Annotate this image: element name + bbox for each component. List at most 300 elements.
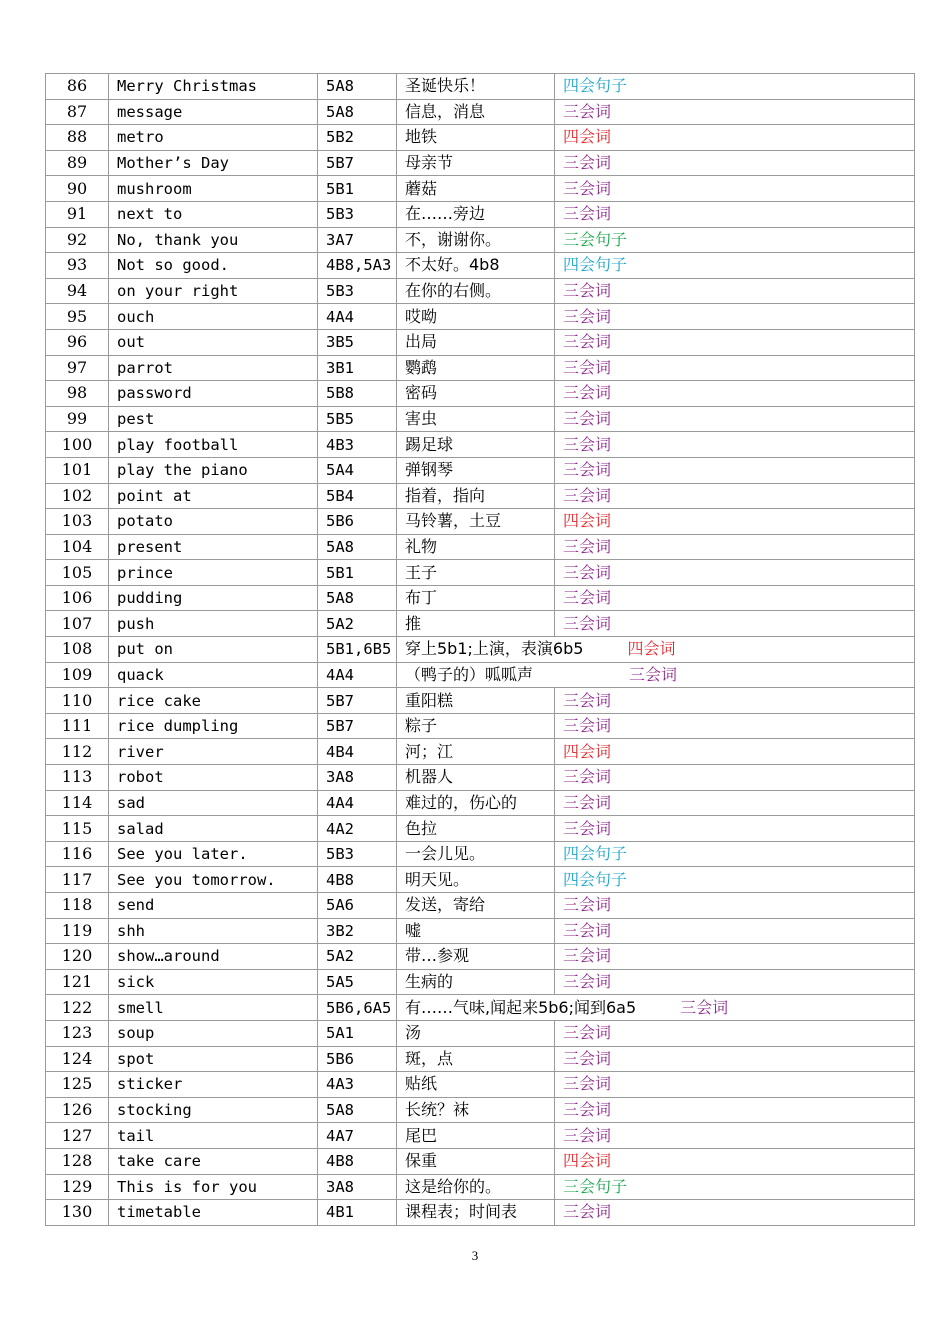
table-row [46,1148,915,1174]
row-number-cell: 130 [46,1200,109,1226]
row-number-cell: 86 [46,74,109,100]
level-label: 三会词 [563,562,612,582]
english-term-cell: sick [109,969,318,995]
unit-code-cell: 3A8 [318,1174,397,1200]
level-cell [555,304,915,330]
row-number-cell: 93 [46,253,109,279]
level-cell [555,176,915,202]
table-row [46,253,915,279]
chinese-meaning-cell: 母亲节 [397,150,555,176]
row-number-cell: 122 [46,995,109,1021]
chinese-meaning-cell: 长统？袜 [397,1097,555,1123]
english-term-cell: No, thank you [109,227,318,253]
unit-code-cell: 5B8 [318,381,397,407]
table-row [46,1097,915,1123]
row-number-cell: 94 [46,278,109,304]
row-number-cell: 114 [46,790,109,816]
chinese-meaning-cell: 贴纸 [397,1072,555,1098]
level-label: 三会词 [563,383,612,403]
english-term-cell: rice dumpling [109,713,318,739]
row-number-cell: 105 [46,560,109,586]
chinese-meaning-cell: 保重 [397,1148,555,1174]
table-row [46,662,915,688]
level-cell [555,585,915,611]
unit-code-cell: 5B3 [318,201,397,227]
level-label: 四会词 [563,127,612,147]
chinese-meaning-cell: 重阳糕 [397,688,555,714]
unit-code-cell: 4B8 [318,867,397,893]
table-row [46,483,915,509]
table-row [46,381,915,407]
row-number-cell: 118 [46,893,109,919]
table-row [46,457,915,483]
unit-code-cell: 3A7 [318,227,397,253]
english-term-cell: play football [109,432,318,458]
english-term-cell: salad [109,816,318,842]
row-number-cell: 101 [46,457,109,483]
row-number-cell: 115 [46,816,109,842]
english-term-cell: on your right [109,278,318,304]
level-label: 三会词 [563,281,612,301]
row-number-cell: 103 [46,509,109,535]
table-row [46,74,915,100]
table-row [46,150,915,176]
english-term-cell: rice cake [109,688,318,714]
level-cell [555,457,915,483]
level-cell [555,432,915,458]
chinese-meaning-cell: 河；江 [397,739,555,765]
chinese-meaning-cell: 粽子 [397,713,555,739]
unit-code-cell: 4B3 [318,432,397,458]
level-label: 三会词 [563,1125,612,1145]
level-label: 三会词 [563,1202,612,1222]
english-term-cell: spot [109,1046,318,1072]
chinese-meaning-cell: 指着，指向 [397,483,555,509]
level-label: 三会词 [629,664,678,684]
level-cell [555,918,915,944]
english-term-cell: Merry Christmas [109,74,318,100]
unit-code-cell: 5B7 [318,688,397,714]
level-label: 三会词 [563,536,612,556]
table-row [46,227,915,253]
unit-code-cell: 5B3 [318,841,397,867]
row-number-cell: 120 [46,944,109,970]
table-row [46,969,915,995]
chinese-meaning-cell: 课程表；时间表 [397,1200,555,1226]
english-term-cell: sad [109,790,318,816]
level-label: 三会词 [563,946,612,966]
level-cell [555,1020,915,1046]
english-term-cell: out [109,329,318,355]
chinese-meaning-cell: 害虫 [397,406,555,432]
level-cell [555,1148,915,1174]
table-row [46,841,915,867]
level-label: 三会词 [563,972,612,992]
level-cell [555,534,915,560]
chinese-meaning-cell: 出局 [397,329,555,355]
table-row [46,355,915,381]
english-term-cell: password [109,381,318,407]
unit-code-cell: 4A3 [318,1072,397,1098]
unit-code-cell: 5B1,6B5 [318,637,397,663]
level-label: 三会词 [563,792,612,812]
english-term-cell: metro [109,125,318,151]
english-term-cell: Not so good. [109,253,318,279]
row-number-cell: 125 [46,1072,109,1098]
chinese-meaning-text: 穿上5b1;上演，表演6b5 [405,639,584,659]
row-number-cell: 97 [46,355,109,381]
table-row [46,125,915,151]
unit-code-cell: 5A8 [318,74,397,100]
english-term-cell: stocking [109,1097,318,1123]
level-label: 三会词 [563,332,612,352]
chinese-meaning-cell: 地铁 [397,125,555,151]
level-label: 三会词 [563,588,612,608]
table-row [46,1200,915,1226]
chinese-meaning-cell: 在……旁边 [397,201,555,227]
english-term-cell: next to [109,201,318,227]
table-row [46,1046,915,1072]
english-term-cell: ouch [109,304,318,330]
table-row [46,739,915,765]
english-term-cell: tail [109,1123,318,1149]
row-number-cell: 91 [46,201,109,227]
level-label: 四会词 [627,639,676,659]
row-number-cell: 87 [46,99,109,125]
level-label: 四会句子 [563,76,628,96]
table-row [46,278,915,304]
unit-code-cell: 5B6 [318,509,397,535]
level-label: 三会词 [563,613,612,633]
level-cell [555,893,915,919]
unit-code-cell: 4B1 [318,1200,397,1226]
level-cell [555,816,915,842]
english-term-cell: pest [109,406,318,432]
row-number-cell: 110 [46,688,109,714]
row-number-cell: 107 [46,611,109,637]
unit-code-cell: 4B8 [318,1148,397,1174]
level-label: 三会句子 [563,229,628,249]
row-number-cell: 90 [46,176,109,202]
table-row [46,304,915,330]
table-row [46,509,915,535]
unit-code-cell: 4B4 [318,739,397,765]
merged-meaning-level-cell [397,637,915,663]
table-row [46,995,915,1021]
level-cell [555,739,915,765]
english-term-cell: See you later. [109,841,318,867]
level-label: 三会词 [563,460,612,480]
row-number-cell: 123 [46,1020,109,1046]
unit-code-cell: 3B1 [318,355,397,381]
english-term-cell: message [109,99,318,125]
english-term-cell: quack [109,662,318,688]
unit-code-cell: 4B8,5A3 [318,253,397,279]
level-cell [555,381,915,407]
unit-code-cell: 4A2 [318,816,397,842]
level-cell [555,969,915,995]
level-label: 三会句子 [563,1176,628,1196]
row-number-cell: 98 [46,381,109,407]
row-number-cell: 127 [46,1123,109,1149]
english-term-cell: play the piano [109,457,318,483]
level-cell [555,713,915,739]
level-label: 四会句子 [563,869,628,889]
level-cell [555,227,915,253]
chinese-meaning-cell: 明天见。 [397,867,555,893]
page-number: 3 [471,1248,479,1263]
english-term-cell: point at [109,483,318,509]
unit-code-cell: 4A4 [318,790,397,816]
english-term-cell: put on [109,637,318,663]
chinese-meaning-cell: 机器人 [397,765,555,791]
row-number-cell: 95 [46,304,109,330]
level-label: 四会词 [563,741,612,761]
chinese-meaning-cell: 王子 [397,560,555,586]
level-cell [555,99,915,125]
chinese-meaning-cell: 尾巴 [397,1123,555,1149]
table-row [46,1174,915,1200]
level-label: 三会词 [563,818,612,838]
unit-code-cell: 5B7 [318,713,397,739]
level-cell [555,611,915,637]
row-number-cell: 119 [46,918,109,944]
row-number-cell: 89 [46,150,109,176]
level-label: 四会句子 [563,255,628,275]
table-row [46,867,915,893]
unit-code-cell: 5A8 [318,1097,397,1123]
level-cell [555,1123,915,1149]
unit-code-cell: 5B7 [318,150,397,176]
row-number-cell: 129 [46,1174,109,1200]
table-row [46,637,915,663]
unit-code-cell: 5B6 [318,1046,397,1072]
chinese-meaning-cell: 难过的，伤心的 [397,790,555,816]
chinese-meaning-cell: 弹钢琴 [397,457,555,483]
chinese-meaning-cell: 汤 [397,1020,555,1046]
level-cell [555,790,915,816]
table-row [46,893,915,919]
level-cell [555,867,915,893]
unit-code-cell: 5B2 [318,125,397,151]
row-number-cell: 121 [46,969,109,995]
english-term-cell: parrot [109,355,318,381]
chinese-meaning-cell: 嘘 [397,918,555,944]
unit-code-cell: 5B6,6A5 [318,995,397,1021]
level-cell [555,560,915,586]
row-number-cell: 116 [46,841,109,867]
unit-code-cell: 5A8 [318,99,397,125]
table-row [46,329,915,355]
table-row [46,585,915,611]
row-number-cell: 124 [46,1046,109,1072]
unit-code-cell: 4A7 [318,1123,397,1149]
level-cell [555,509,915,535]
english-term-cell: river [109,739,318,765]
row-number-cell: 113 [46,765,109,791]
chinese-meaning-cell: 推 [397,611,555,637]
row-number-cell: 99 [46,406,109,432]
level-cell [555,765,915,791]
unit-code-cell: 3A8 [318,765,397,791]
row-number-cell: 106 [46,585,109,611]
chinese-meaning-cell: 发送，寄给 [397,893,555,919]
level-label: 三会词 [563,485,612,505]
chinese-meaning-cell: 密码 [397,381,555,407]
chinese-meaning-cell: 蘑菇 [397,176,555,202]
chinese-meaning-cell: 礼物 [397,534,555,560]
english-term-cell: soup [109,1020,318,1046]
level-cell [555,125,915,151]
level-label: 四会词 [563,1151,612,1171]
level-cell [555,329,915,355]
table-row [46,765,915,791]
unit-code-cell: 3B5 [318,329,397,355]
unit-code-cell: 5A8 [318,534,397,560]
unit-code-cell: 5B3 [318,278,397,304]
row-number-cell: 96 [46,329,109,355]
table-row [46,713,915,739]
merged-meaning-level-cell [397,995,915,1021]
vocabulary-table [45,73,915,1226]
table-row [46,432,915,458]
chinese-meaning-text: （鸭子的）呱呱声 [405,664,534,684]
table-row [46,406,915,432]
unit-code-cell: 5A8 [318,585,397,611]
level-cell [555,74,915,100]
level-cell [555,150,915,176]
english-term-cell: robot [109,765,318,791]
table-row [46,99,915,125]
english-term-cell: smell [109,995,318,1021]
unit-code-cell: 3B2 [318,918,397,944]
level-cell [555,1072,915,1098]
english-term-cell: take care [109,1148,318,1174]
level-cell [555,201,915,227]
chinese-meaning-cell: 不，谢谢你。 [397,227,555,253]
chinese-meaning-cell: 生病的 [397,969,555,995]
level-label: 三会词 [563,1023,612,1043]
level-label: 三会词 [563,434,612,454]
level-cell [555,483,915,509]
row-number-cell: 104 [46,534,109,560]
english-term-cell: show…around [109,944,318,970]
level-label: 四会句子 [563,844,628,864]
level-label: 三会词 [563,767,612,787]
level-label: 三会词 [680,997,729,1017]
level-cell [555,1097,915,1123]
english-term-cell: pudding [109,585,318,611]
row-number-cell: 108 [46,637,109,663]
chinese-meaning-cell: 圣诞快乐！ [397,74,555,100]
table-row [46,944,915,970]
merged-meaning-level-cell [397,662,915,688]
english-term-cell: sticker [109,1072,318,1098]
level-cell [555,1174,915,1200]
unit-code-cell: 5B1 [318,176,397,202]
english-term-cell: See you tomorrow. [109,867,318,893]
table-row [46,816,915,842]
english-term-cell: timetable [109,1200,318,1226]
table-row [46,688,915,714]
row-number-cell: 109 [46,662,109,688]
english-term-cell: shh [109,918,318,944]
table-row [46,790,915,816]
level-label: 三会词 [563,1100,612,1120]
chinese-meaning-cell: 一会儿见。 [397,841,555,867]
table-row [46,1072,915,1098]
level-label: 三会词 [563,920,612,940]
chinese-meaning-cell: 在你的右侧。 [397,278,555,304]
unit-code-cell: 5A2 [318,611,397,637]
row-number-cell: 128 [46,1148,109,1174]
chinese-meaning-cell: 哎呦 [397,304,555,330]
row-number-cell: 112 [46,739,109,765]
level-cell [555,1046,915,1072]
row-number-cell: 92 [46,227,109,253]
level-cell [555,688,915,714]
table-row [46,534,915,560]
table-row [46,176,915,202]
unit-code-cell: 4A4 [318,304,397,330]
row-number-cell: 100 [46,432,109,458]
chinese-meaning-cell: 带…参观 [397,944,555,970]
chinese-meaning-cell: 斑，点 [397,1046,555,1072]
level-cell [555,253,915,279]
table-row [46,201,915,227]
chinese-meaning-text: 有……气味,闻起来5b6;闻到6a5 [405,997,637,1017]
english-term-cell: prince [109,560,318,586]
chinese-meaning-cell: 色拉 [397,816,555,842]
chinese-meaning-cell: 信息，消息 [397,99,555,125]
table-row [46,1020,915,1046]
level-label: 四会词 [563,511,612,531]
chinese-meaning-cell: 踢足球 [397,432,555,458]
english-term-cell: send [109,893,318,919]
chinese-meaning-cell: 马铃薯，土豆 [397,509,555,535]
level-label: 三会词 [563,153,612,173]
chinese-meaning-cell: 鹦鹉 [397,355,555,381]
level-label: 三会词 [563,690,612,710]
unit-code-cell: 5A2 [318,944,397,970]
row-number-cell: 126 [46,1097,109,1123]
level-label: 三会词 [563,101,612,121]
level-label: 三会词 [563,1074,612,1094]
level-label: 三会词 [563,178,612,198]
unit-code-cell: 5B4 [318,483,397,509]
table-row [46,1123,915,1149]
level-cell [555,278,915,304]
level-cell [555,841,915,867]
unit-code-cell: 5A1 [318,1020,397,1046]
table-row [46,611,915,637]
english-term-cell: This is for you [109,1174,318,1200]
level-cell [555,1200,915,1226]
level-cell [555,355,915,381]
level-label: 三会词 [563,1048,612,1068]
english-term-cell: Mother’s Day [109,150,318,176]
level-cell [555,406,915,432]
english-term-cell: mushroom [109,176,318,202]
level-label: 三会词 [563,716,612,736]
vocabulary-table-body [46,74,915,1226]
unit-code-cell: 5A6 [318,893,397,919]
english-term-cell: push [109,611,318,637]
chinese-meaning-cell: 不太好。4b8 [397,253,555,279]
row-number-cell: 102 [46,483,109,509]
unit-code-cell: 4A4 [318,662,397,688]
level-label: 三会词 [563,409,612,429]
